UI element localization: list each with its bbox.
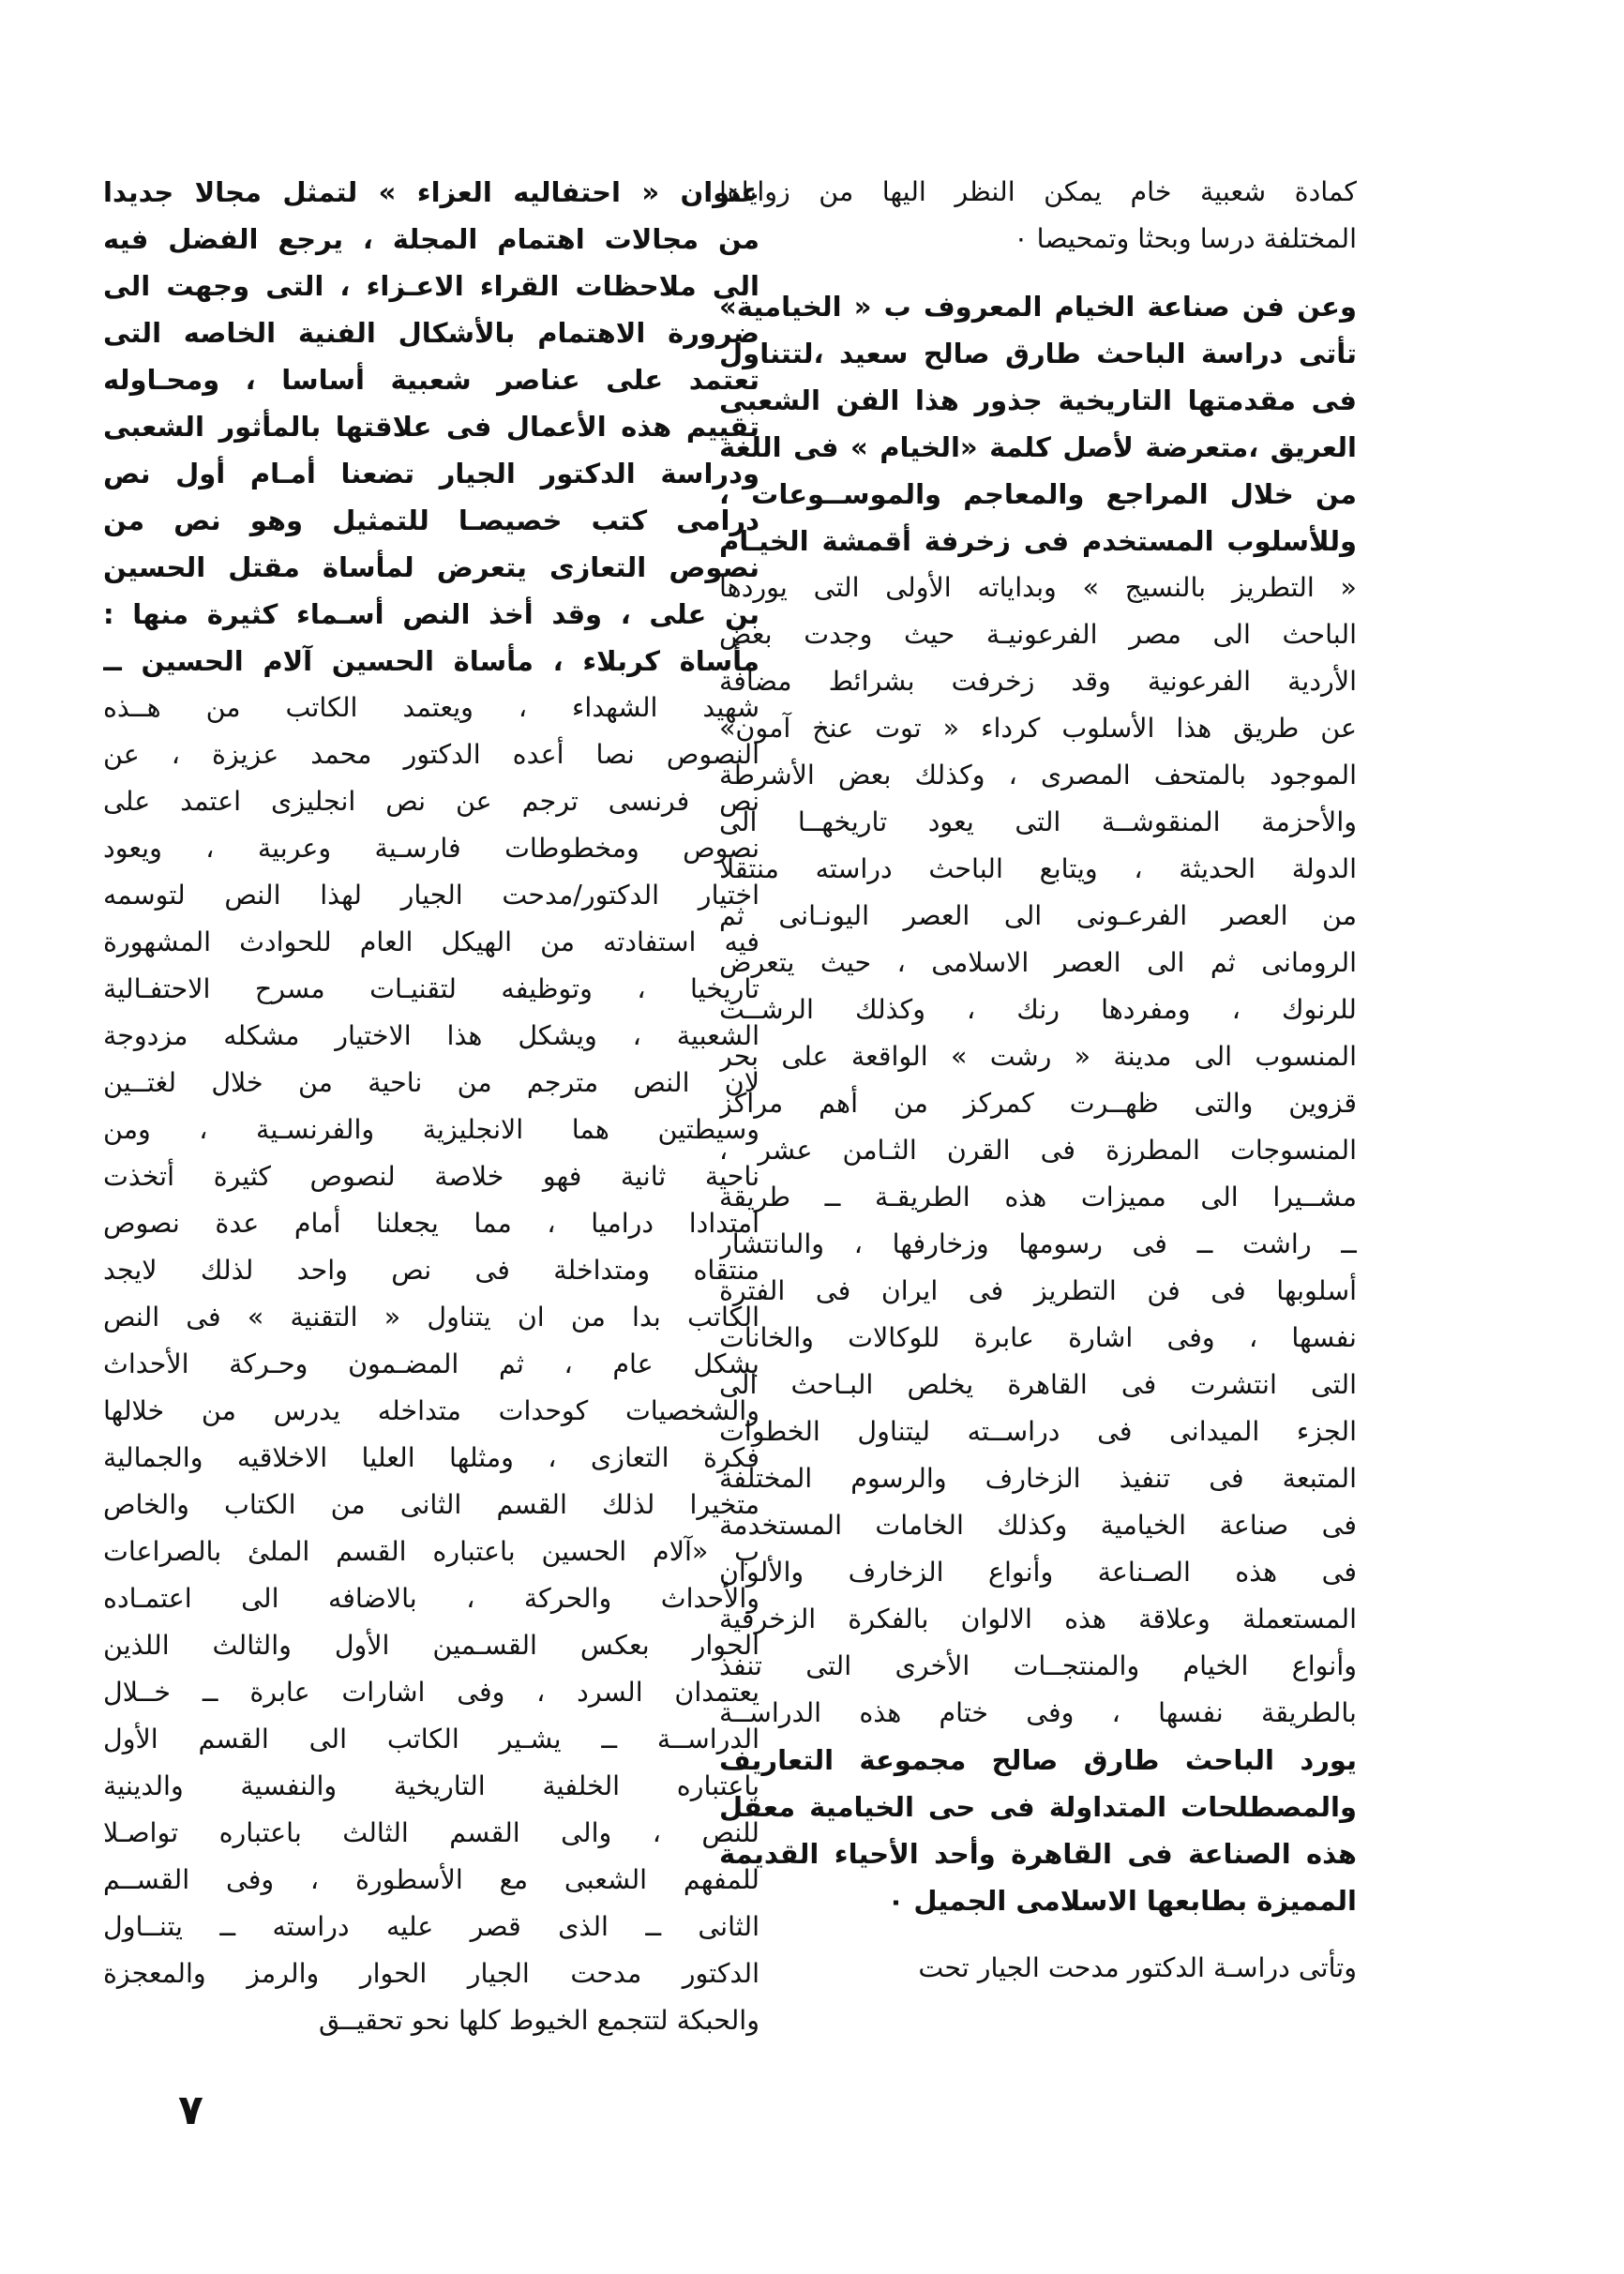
text-line: عنوان « احتفاليه العزاء » لتمثل مجالا جديدا xyxy=(103,176,759,208)
text-line: المتبعة فى تنفيذ الزخارف والرسوم المختلفة xyxy=(719,1463,1357,1494)
text-line: الأردية الفرعونية وقد زخرفت بشرائط مضافة xyxy=(719,666,1357,697)
text-line: وللأسلوب المستخدم فى زخرفة أقمشة الخيـام xyxy=(719,525,1357,557)
text-line: المميزة بطابعها الاسلامى الجميل ٠ xyxy=(887,1885,1357,1917)
text-line: امتدادا دراميا ، مما يجعلنا أمام عدة نصوص xyxy=(103,1208,759,1239)
text-line: متخيرا لذلك القسم الثانى من الكتاب والخاص xyxy=(103,1489,759,1520)
text-line: الدراســة ــ يشـير الكاتب الى القسم الأول xyxy=(103,1724,759,1754)
text-line: كمادة شعبية خام يمكن النظر اليها من زواياها xyxy=(719,176,1357,207)
text-line: فى هذه الصـناعة وأنواع الزخارف والألوان xyxy=(719,1557,1357,1588)
text-line: المستعملة وعلاقة هذه الالوان بالفكرة الزخرفية xyxy=(719,1604,1357,1634)
text-line: تأتى دراسة الباحث طارق صالح سعيد ،لتتناول xyxy=(719,338,1357,369)
text-line: نفسها ، وفى اشارة عابرة للوكالات والخانات xyxy=(719,1322,1357,1353)
text-line: منتقاه ومتداخلة فى نص واحد لذلك لايجد xyxy=(103,1255,759,1286)
text-line: وأنواع الخيام والمنتجــات الأخرى التى تنفذ xyxy=(719,1650,1357,1681)
text-line: من مجالات اهتمام المجلة ، يرجع الفضل فيه xyxy=(103,223,759,255)
text-line: الكاتب بدا من ان يتناول « التقنية » فى النص xyxy=(103,1302,759,1333)
text-line: مشــيرا الى مميزات هذه الطريقـة ــ طريقة xyxy=(719,1182,1357,1212)
text-line: أسلوبها فى فن التطريز فى ايران فى الفترة xyxy=(719,1275,1357,1306)
text-line: للرنوك ، ومفردها رنك ، وكذلك الرشــت xyxy=(719,994,1357,1025)
text-line: باعتباره الخلفية التاريخية والنفسية والدينية xyxy=(103,1770,759,1801)
text-line: ودراسة الدكتور الجيار تضعنا أمـام أول نص xyxy=(103,458,759,489)
text-line: نص فرنسى ترجم عن نص انجليزى اعتمد على xyxy=(103,786,759,817)
text-line: نصوص التعازى يتعرض لمأساة مقتل الحسين xyxy=(103,551,759,583)
paragraph-gap xyxy=(719,263,1357,283)
text-line: فكرة التعازى ، ومثلها العليا الاخلاقيه والجمالية xyxy=(103,1442,759,1473)
text-line: تاريخيا ، وتوظيفه لتقنيـات مسرح الاحتفـالية xyxy=(103,973,759,1004)
text-line: الموجود بالمتحف المصرى ، وكذلك بعض الأشرطة xyxy=(719,760,1357,791)
text-line: والحبكة لتتجمع الخيوط كلها نحو تحقيــق xyxy=(319,2005,759,2036)
text-line: الدكتور مدحت الجيار الحوار والرمز والمعجزة xyxy=(103,1958,759,1989)
text-line: النصوص نصا أعده الدكتور محمد عزيزة ، عن xyxy=(103,739,759,770)
paragraph-gap xyxy=(719,1924,1357,1945)
text-line: التى انتشرت فى القاهرة يخلص البـاحث الى xyxy=(719,1369,1357,1400)
text-line: بشكل عام ، ثم المضـمون وحـركة الأحداث xyxy=(103,1348,759,1379)
text-line: الجزء الميدانى فى دراســته ليتناول الخطوات xyxy=(719,1416,1357,1447)
text-line: ــ راشت ــ فى رسومها وزخارفها ، والىانتشار xyxy=(719,1228,1357,1259)
text-line: اختيار الدكتور/مدحت الجيار لهذا النص لتوسمه xyxy=(103,880,759,911)
text-line: وسيطتين هما الانجليزية والفرنسـية ، ومن xyxy=(103,1114,759,1145)
page-number: ٧ xyxy=(178,2086,203,2134)
text-line: بالطريقة نفسها ، وفى ختام هذه الدراســة xyxy=(719,1697,1357,1728)
text-line: المنسوب الى مدينة « رشت » الواقعة على بحر xyxy=(719,1041,1357,1072)
text-line: « التطريز بالنسيج » وبداياته الأولى التى يوردها xyxy=(719,572,1357,603)
text-line: الرومانى ثم الى العصر الاسلامى ، حيث يتعرض xyxy=(719,947,1357,978)
text-line: للنص ، والى القسم الثالث باعتباره تواصـلا xyxy=(103,1817,759,1848)
text-line: تعتمد على عناصر شعبية أساسا ، ومحـاوله xyxy=(103,364,759,396)
text-line: تقييم هذه الأعمال فى علاقتها بالمأثور الشعبى xyxy=(103,411,759,443)
text-line: الباحث الى مصر الفرعونيـة حيث وجدت بعض xyxy=(719,619,1357,650)
text-line: للمفهم الشعبى مع الأسطورة ، وفى القســم xyxy=(103,1864,759,1895)
text-line: والأحداث والحركة ، بالاضافه الى اعتمـاده xyxy=(103,1583,759,1614)
text-line: درامى كتب خصيصـا للتمثيل وهو نص من xyxy=(103,504,759,536)
text-line: بن على ، وقد أخذ النص أسـماء كثيرة منها : xyxy=(103,598,759,630)
text-line: والمصطلحات المتداولة فى حى الخيامية معقل xyxy=(719,1791,1357,1823)
text-line: وتأتى دراسـة الدكتور مدحت الجيار تحت xyxy=(918,1952,1357,1983)
text-line: ناحية ثانية فهو خلاصة لنصوص كثيرة أتخذت xyxy=(103,1161,759,1192)
text-line: قزوين والتى ظهــرت كمركز من أهم مراكز xyxy=(719,1088,1357,1119)
text-line: من خلال المراجع والمعاجم والموســوعات ، xyxy=(719,478,1357,510)
text-line: يعتمدان السرد ، وفى اشارات عابرة ــ خــلال xyxy=(103,1677,759,1708)
text-line: شهيد الشهداء ، ويعتمد الكاتب من هــذه xyxy=(103,692,759,723)
text-line: فى مقدمتها التاريخية جذور هذا الفن الشعبى xyxy=(719,384,1357,416)
text-line: الدولة الحديثة ، ويتابع الباحث دراسته منتقلا xyxy=(719,853,1357,884)
text-line: يورد الباحث طارق صالح مجموعة التعاريف xyxy=(719,1744,1357,1776)
left-column xyxy=(103,169,759,2044)
text-line: لان النص مترجم من ناحية من خلال لغتــين xyxy=(103,1067,759,1098)
text-line: الحوار بعكس القسـمين الأول والثالث اللذين xyxy=(103,1630,759,1661)
text-line: الثانى ــ الذى قصر عليه دراسته ــ يتنــاول xyxy=(103,1911,759,1942)
text-line: المنسوجات المطرزة فى القرن الثـامن عشر ، xyxy=(719,1135,1357,1166)
text-line: والأحزمة المنقوشــة التى يعود تاريخهــا الى xyxy=(719,806,1357,837)
right-column xyxy=(719,169,1357,1992)
text-line: نصوص ومخطوطات فارسـية وعربية ، ويعود xyxy=(103,833,759,864)
text-line: مأساة كربلاء ، مأساة الحسين آلام الحسين ــ xyxy=(103,645,759,677)
text-line: ب «آلام الحسين باعتباره القسم الملئ بالصراعات xyxy=(103,1536,759,1567)
text-line: فى صناعة الخيامية وكذلك الخامات المستخدمة xyxy=(719,1510,1357,1541)
text-line: فيه استفادته من الهيكل العام للحوادث المشهورة xyxy=(103,926,759,957)
text-line: من العصر الفرعـونى الى العصر اليونـانى ثم xyxy=(719,900,1357,931)
text-line: ضرورة الاهتمام بالأشكال الفنية الخاصه التى xyxy=(103,317,759,349)
text-line: عن طريق هذا الأسلوب كرداء « توت عنخ آمون» xyxy=(719,713,1357,744)
text-line: العريق ،متعرضة لأصل كلمة «الخيام » فى اللغة xyxy=(719,431,1357,463)
text-line: الشعبية ، ويشكل هذا الاختيار مشكله مزدوجة xyxy=(103,1020,759,1051)
text-line: هذه الصناعة فى القاهرة وأحد الأحياء القديمة xyxy=(719,1838,1357,1870)
text-line: وعن فن صناعة الخيام المعروف ب « الخيامية» xyxy=(719,291,1357,323)
text-line: المختلفة درسا وبحثا وتمحيصا ٠ xyxy=(1014,223,1357,254)
text-line: والشخصيات كوحدات متداخله يدرس من خلالها xyxy=(103,1395,759,1426)
text-line: الى ملاحظات القراء الاعـزاء ، التى وجهت الى xyxy=(103,270,759,302)
